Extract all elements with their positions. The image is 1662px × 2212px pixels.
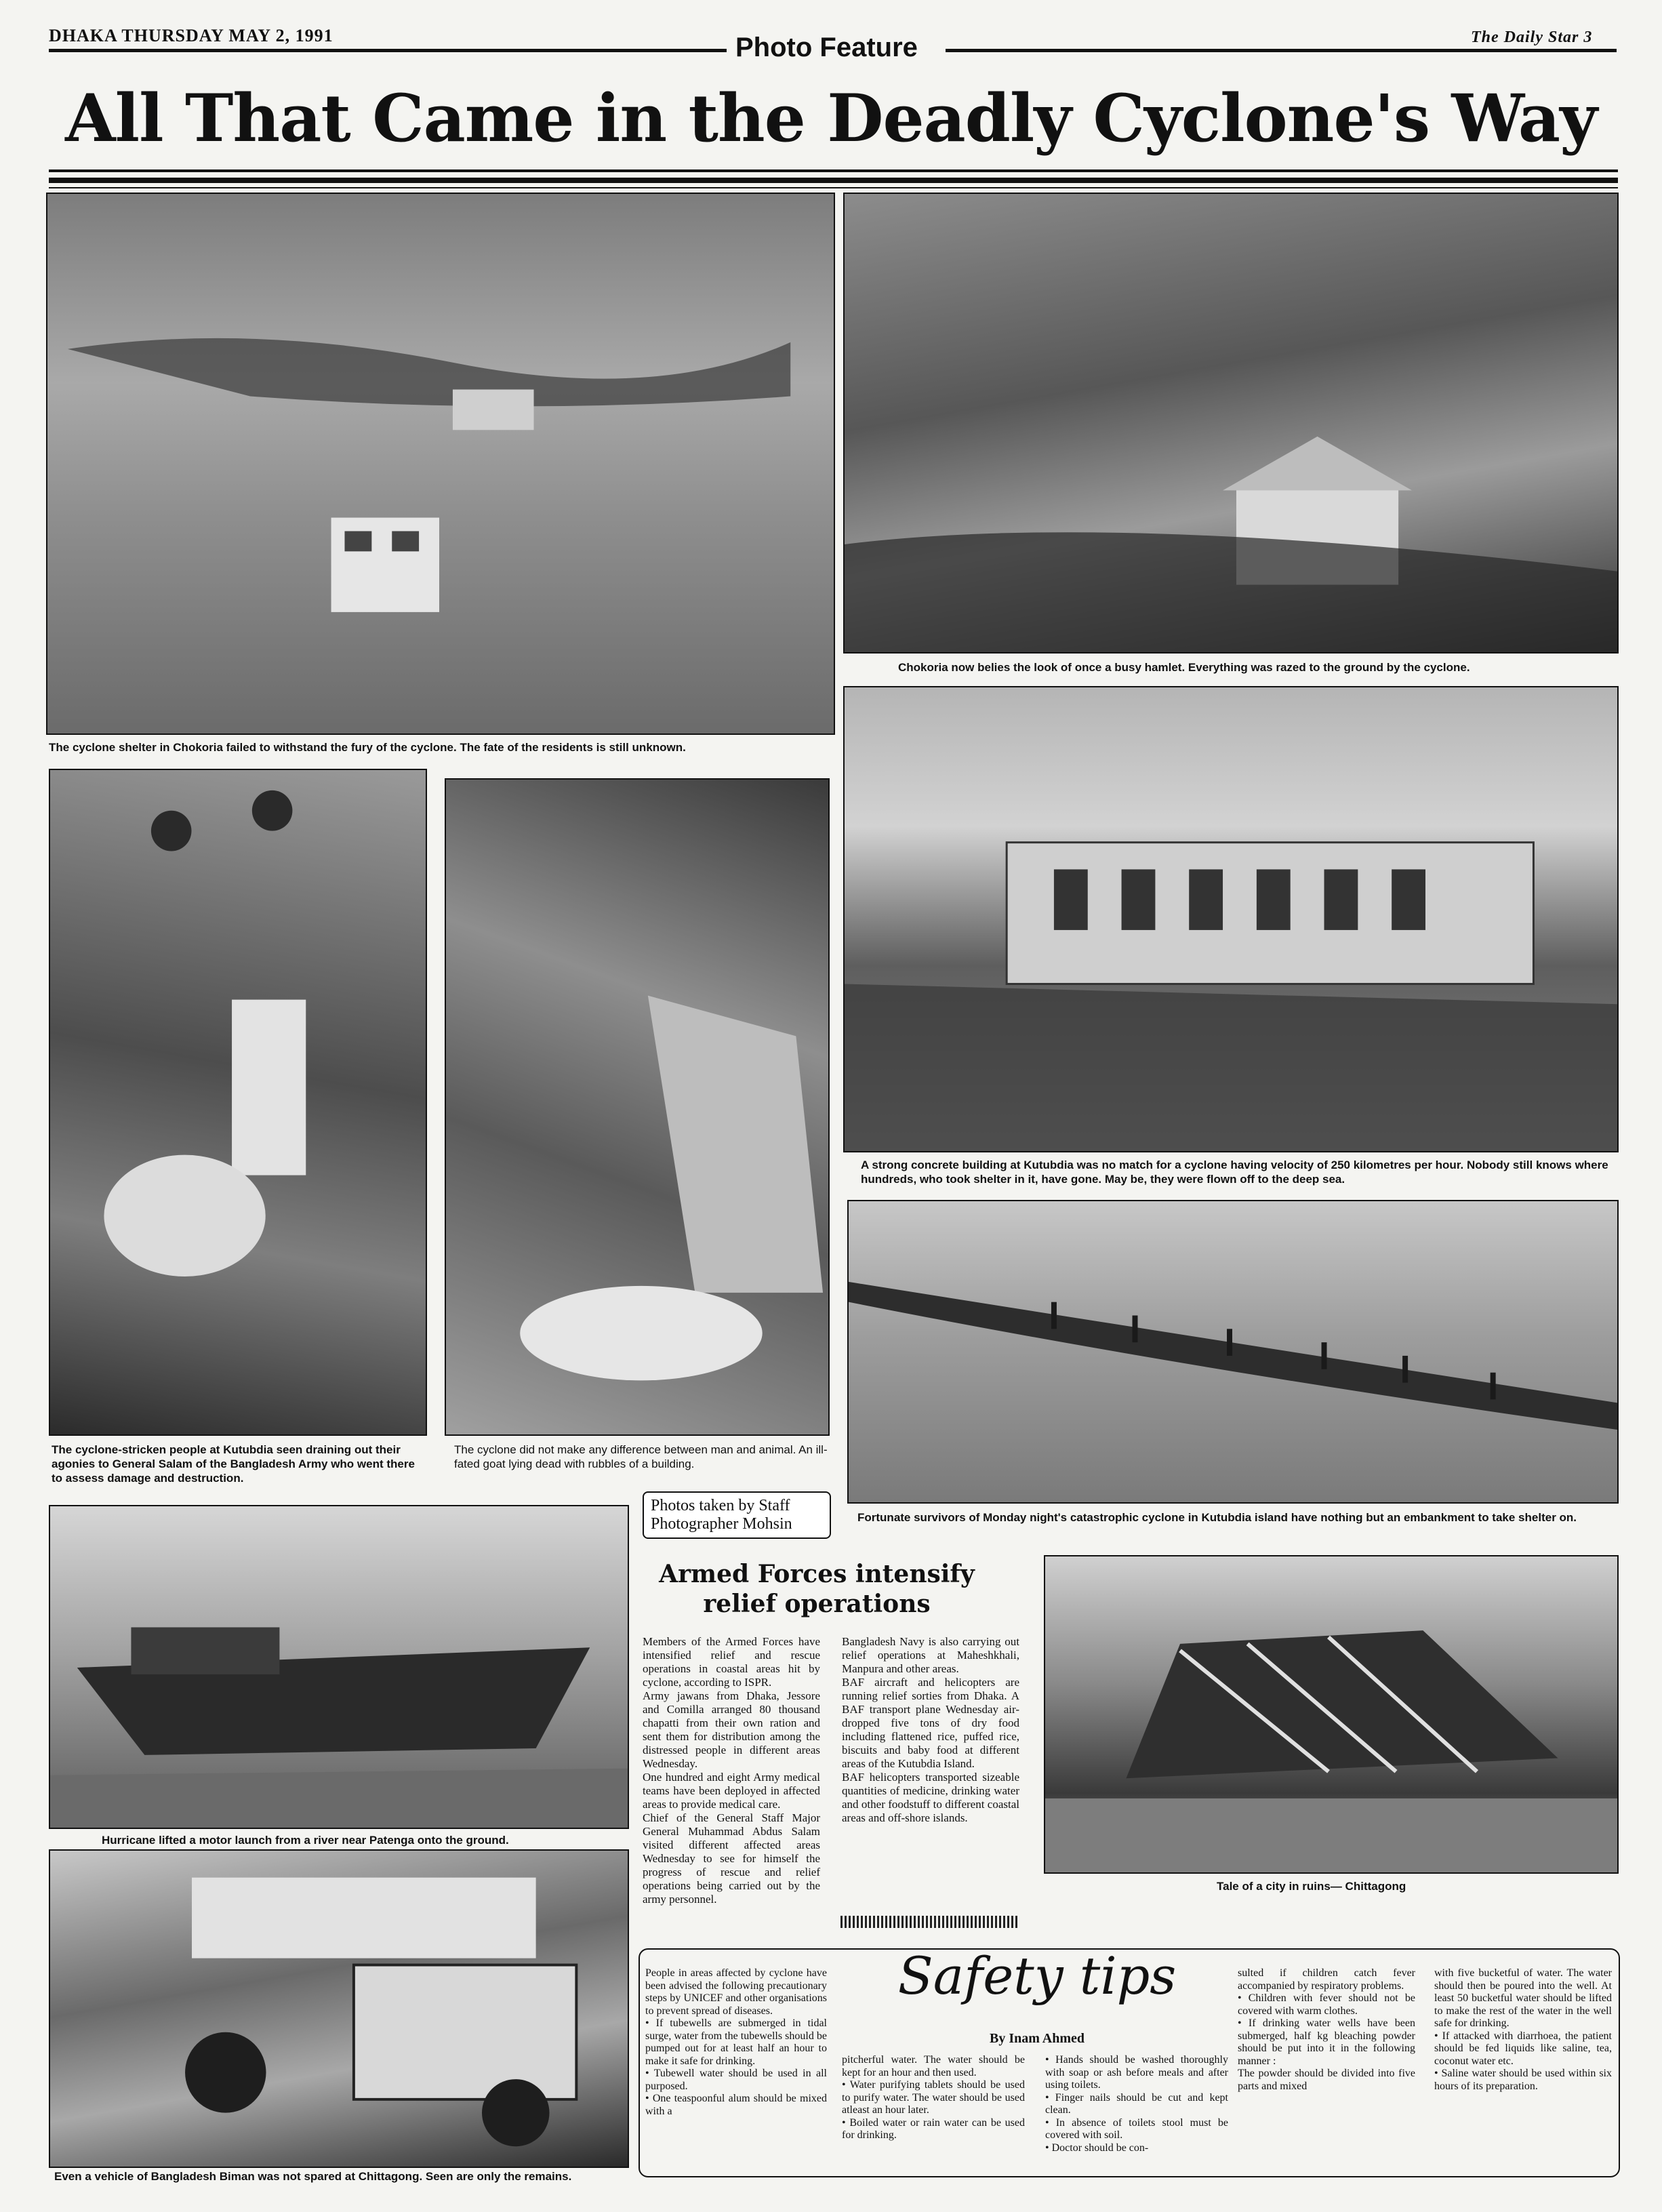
photo-chokoria-hamlet [843, 193, 1619, 653]
article-end-rule [840, 1916, 1018, 1928]
caption-dead-goat: The cyclone did not make any difference between man and animal. An ill-fated goat lying dead with rubbles of a building. [454, 1443, 828, 1470]
headline-rule-1 [49, 169, 1618, 172]
masthead-rule-left [49, 49, 727, 52]
masthead-rule-right [946, 49, 1617, 52]
caption-cyclone-shelter: The cyclone shelter in Chokoria failed to withstand the fury of the cyclone. The fate of the residents is still unknown. [49, 741, 686, 754]
article-headline [637, 1559, 996, 1619]
photo-embankment [847, 1200, 1619, 1504]
article-headline-line-2: relief operations [703, 1590, 931, 1618]
credit-line-1: Photos taken by Staff [651, 1497, 790, 1514]
photo-biman-vehicle [49, 1849, 629, 2168]
page-headline: All That Came in the Deadly Cyclone's Way [65, 80, 1597, 157]
caption-chokoria-hamlet: Chokoria now belies the look of once a busy hamlet. Everything was razed to the ground by the cyclone. [898, 661, 1470, 674]
paper-name: The Daily Star 3 [1471, 28, 1593, 46]
photo-motor-launch [49, 1505, 629, 1829]
safety-column-3: • Hands should be washed thoroughly with soap or ash before meals and after using toilets. • Finger nails should be cut and kept clean. • In absence of toilets stool must be covered with soil. • Doctor should be con- [1045, 2054, 1228, 2154]
article-column-1: Members of the Armed Forces have intensified relief and rescue operations in coastal areas hit by cyclone, according to ISPR. Army jawans from Dhaka, Jessore and Comilla arranged 80 thousand chapatti from their own ration and sent them for distribution among the distressed people in different areas Wednesday. One hundred and eight Army medical teams have been deployed in affected areas to provide medical care. Chief of the General Staff Major General Muhammad Abdus Salam visited different affected areas Wednesday to see for himself the progress of rescue and relief operations being carried out by the army personnel. [643, 1635, 820, 1906]
caption-motor-launch: Hurricane lifted a motor launch from a river near Patenga onto the ground. [102, 1834, 509, 1847]
safety-title: Safety tips [897, 1946, 1177, 2006]
caption-embankment: Fortunate survivors of Monday night's catastrophic cyclone in Kutubdia island have nothing but an embankment to take shelter on. [857, 1511, 1577, 1524]
caption-city-ruins: Tale of a city in ruins— Chittagong [1217, 1880, 1406, 1893]
article-column-2: Bangladesh Navy is also carrying out relief operations at Maheshkhali, Manpura and other areas. BAF aircraft and helicopters are running relief sorties from Dhaka. A BAF transport plane Wednesday air-dropped five tons of dry food including flattened rice, puffed rice, biscuits and baby food at different areas of the Kutubdia Island. BAF helicopters transported sizeable quantities of medicine, drinking water and other foodstuff to different coastal areas and off-shore islands. [842, 1635, 1019, 1824]
caption-concrete-building: A strong concrete building at Kutubdia was no match for a cyclone having velocity of 250 kilometres per hour. Nobody still knows where hundreds, who took shelter in it, have gone. May be, they were flown off to the deep sea. [861, 1159, 1608, 1186]
photo-credit-box [643, 1491, 831, 1539]
safety-column-4: sulted if children catch fever accompanied by respiratory problems. • Children with fever should not be covered with warm clothes. • If drinking water wells have been submerged, half kg bleaching powder should be put into it in the following manner : The powder should be divided into five parts and mixed [1238, 1967, 1415, 2092]
caption-biman-vehicle: Even a vehicle of Bangladesh Biman was not spared at Chittagong. Seen are only the remains. [54, 2170, 572, 2183]
photo-cyclone-shelter [46, 193, 835, 735]
article-headline-line-1: Armed Forces intensify [659, 1560, 975, 1588]
photo-dead-goat [445, 778, 830, 1436]
photo-stricken-people [49, 769, 427, 1436]
safety-byline: By Inam Ahmed [989, 2031, 1085, 2046]
photo-concrete-building [843, 686, 1619, 1152]
safety-column-2: pitcherful water. The water should be kept for an hour and then used. • Water purifying tablets should be used to purify water. The water should be used atleast an hour later. • Boiled water or rain water can be used for drinking. [842, 2054, 1025, 2141]
caption-stricken-people: The cyclone-stricken people at Kutubdia seen draining out their agonies to General Salam of the Bangladesh Army who went there to assess damage and destruction. [52, 1443, 415, 1485]
headline-rule-3 [49, 187, 1618, 188]
headline-rule-2 [49, 178, 1618, 183]
credit-line-2: Photographer Mohsin [651, 1515, 792, 1533]
photo-city-ruins [1044, 1555, 1619, 1874]
section-label: Photo Feature [735, 33, 918, 62]
safety-column-1: People in areas affected by cyclone have been advised the following precautionary steps by UNICEF and other organisations to prevent spread of diseases. • If tubewells are submerged in tidal surge, water from the tubewells should be pumped out for at least half an hour to make it safe for drinking. • Tubewell water should be used in all purposed. • One teaspoonful alum should be mixed with a [645, 1967, 827, 2117]
safety-column-5: with five bucketful of water. The water should then be poured into the well. At least 50 bucketful water should be lifted to make the rest of the water in the well safe for drinking. • If attacked with diarrhoea, the patient should be fed liquids like saline, tea, coconut water etc. • Saline water should be used within six hours of its preparation. [1434, 1967, 1612, 2092]
dateline: DHAKA THURSDAY MAY 2, 1991 [49, 26, 333, 45]
